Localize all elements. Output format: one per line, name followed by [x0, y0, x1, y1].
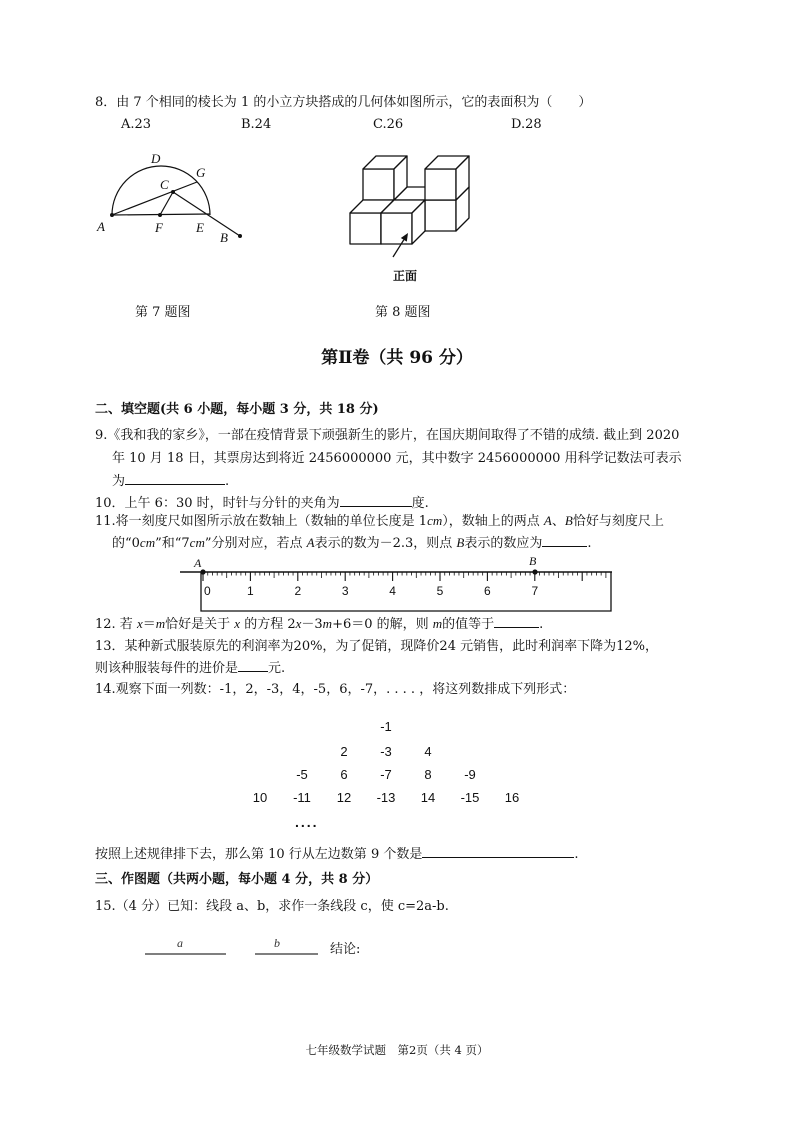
- ruler-number: 0: [204, 584, 211, 598]
- q9-answer-blank: [125, 473, 225, 485]
- triangle-number: -15: [460, 790, 480, 805]
- triangle-number: -13: [376, 790, 396, 805]
- q9-line-2: 年 10 月 18 日，其票房达到将近 2456000000 元，其中数字 2456000000 用科学记数法可表示: [112, 451, 682, 466]
- ruler-body: [201, 572, 611, 611]
- cube-front-face: [363, 169, 394, 200]
- var-a: A: [306, 535, 315, 550]
- label-b: B: [220, 230, 228, 245]
- q8-option-d: D.28: [511, 117, 542, 132]
- cube-stack: [350, 156, 469, 244]
- triangle-number: 4: [424, 744, 432, 759]
- triangle-number: -1: [380, 719, 392, 734]
- unit-cm: cm: [189, 535, 205, 550]
- cube-front-face: [381, 213, 412, 244]
- figure-7-semicircle: [94, 146, 254, 250]
- front-view-label: 正面: [393, 269, 418, 283]
- fig8-caption: 第 8 题图: [375, 305, 431, 320]
- q11-text: 、: [551, 514, 565, 529]
- triangle-number: -5: [296, 767, 308, 782]
- label-a: A: [97, 219, 105, 234]
- label-e: E: [196, 220, 204, 235]
- ruler-number: 3: [341, 584, 349, 598]
- axis-label-a: A: [194, 556, 202, 570]
- ruler-number: 1: [247, 584, 254, 598]
- section3-heading: 三、作图题（共两小题，每小题 4 分，共 8 分）: [95, 872, 379, 887]
- triangle-number: 16: [504, 790, 520, 805]
- page-footer: 七年级数学试题 第2页（共 4 页）: [305, 1043, 489, 1057]
- q13-unit: 元.: [268, 661, 286, 676]
- segment-b-label: b: [274, 936, 280, 950]
- segment-a-label: a: [177, 936, 183, 950]
- q11-text: ”和“7: [155, 536, 190, 551]
- q11-text: 表示的数应为: [464, 536, 543, 551]
- q12-text: +6＝0 的解，则: [332, 617, 433, 632]
- q12-text: 12. 若: [95, 617, 137, 632]
- point-a: [110, 213, 114, 217]
- q8-option-c: C.26: [373, 117, 404, 132]
- var-x: x: [136, 616, 143, 631]
- triangle-number: 2: [340, 744, 348, 759]
- ruler-number: 4: [389, 584, 396, 598]
- ruler-number: 2: [294, 584, 302, 598]
- q12-text: ＝: [142, 617, 156, 632]
- q11-text: 恰好与刻度尺上: [572, 514, 664, 529]
- unit-cube: [363, 156, 407, 200]
- cube-front-face: [350, 213, 381, 244]
- q14-answer-blank: [422, 846, 574, 858]
- q15-stem: 15.（4 分）已知：线段 a、b，求作一条线段 c，使 c=2a-b.: [95, 899, 449, 914]
- q14-text: 按照上述规律排下去，那么第 10 行从左边数第 9 个数是: [95, 847, 423, 862]
- ruler-ticks: [203, 572, 606, 581]
- q10-unit: 度.: [411, 496, 429, 511]
- q13-line-2: [95, 660, 285, 677]
- var-a: A: [543, 513, 552, 528]
- q11-text: 11.将一刻度尺如图所示放在数轴上（数轴的单位长度是 1: [95, 514, 428, 529]
- ruler-figure: [178, 552, 615, 616]
- q10-line: [95, 495, 429, 512]
- axis-label-b: B: [529, 554, 537, 568]
- q9-period: .: [225, 474, 230, 489]
- unit-cube: [425, 156, 469, 200]
- var-m: m: [432, 616, 443, 631]
- unit-cm: cm: [427, 513, 443, 528]
- section2-heading: 二、填空题(共 6 小题，每小题 3 分，共 18 分): [95, 402, 379, 417]
- q10-answer-blank: [340, 495, 412, 507]
- q11-answer-blank: [542, 535, 587, 547]
- q15-given-segments: [140, 932, 325, 960]
- part2-title: 第Ⅱ卷（共 96 分）: [321, 348, 473, 368]
- var-x: x: [295, 616, 302, 631]
- var-m: m: [155, 616, 166, 631]
- cube-front-face: [425, 169, 456, 200]
- q14-question: [95, 846, 578, 863]
- q9-text: 为: [112, 474, 126, 489]
- triangle-number: 6: [340, 767, 348, 782]
- unit-cm: cm: [139, 535, 156, 550]
- q11-line-1: [95, 513, 664, 530]
- q9-line-1: 9.《我和我的家乡》，一部在疫情背景下顽强新生的影片，在国庆期间取得了不错的成绩. 截止到 2020: [95, 428, 680, 443]
- q12-text: 的值等于: [442, 617, 495, 632]
- q13-line-1: 13．某种新式服装原先的利润率为20%，为了促销，现降价24 元销售，此时利润率下降为12%，: [95, 639, 659, 654]
- triangle-number: -7: [380, 767, 392, 782]
- q11-period: .: [587, 536, 592, 551]
- q12-line: [95, 616, 543, 633]
- point-f: [158, 213, 162, 217]
- ruler-numbers: [204, 584, 538, 598]
- ruler-number: 6: [484, 584, 491, 598]
- var-m: m: [322, 616, 333, 631]
- q11-text: ），数轴上的两点: [442, 514, 544, 529]
- q14-period: .: [574, 847, 579, 862]
- var-b: B: [456, 535, 465, 550]
- cube-front-face: [425, 200, 456, 231]
- triangle-number: 8: [424, 767, 432, 782]
- label-f: F: [155, 220, 163, 235]
- point-c: [171, 190, 175, 194]
- var-b: B: [564, 513, 573, 528]
- label-g: G: [196, 165, 206, 180]
- triangle-number: -11: [293, 790, 311, 805]
- axis-point-b: [532, 569, 537, 574]
- q11-text: 表示的数为－2.3，则点: [314, 536, 457, 551]
- var-x: x: [234, 616, 241, 631]
- q11-text: ”分别对应，若点: [204, 536, 307, 551]
- label-d: D: [151, 151, 161, 166]
- triangle-ellipsis: ....: [295, 814, 319, 830]
- q10-text: 10．上午 6：30 时，时针与分针的夹角为: [95, 496, 340, 511]
- q14-stem: 14.观察下面一列数：-1，2，-3，4，-5，6，-7，. . . . ，将这列数排成下列形式：: [95, 682, 576, 697]
- triangle-number: 14: [420, 790, 436, 805]
- conclusion-label: 结论:: [330, 942, 361, 957]
- q9-line-3: [112, 473, 229, 490]
- figure-8-cubes: [345, 150, 480, 285]
- triangle-number: -9: [464, 767, 476, 782]
- q8-option-b: B.24: [241, 117, 272, 132]
- segment-ag: [112, 182, 197, 215]
- label-c: C: [160, 177, 169, 192]
- q13-answer-blank: [238, 660, 268, 672]
- point-b: [238, 234, 242, 238]
- q12-period: .: [539, 617, 544, 632]
- q8-stem: 8．由 7 个相同的棱长为 1 的小立方块搭成的几何体如图所示，它的表面积为（ ）: [95, 95, 592, 110]
- q12-text: 的方程 2: [240, 617, 296, 632]
- q13-text: 则该种服装每件的进价是: [95, 661, 239, 676]
- q11-text: 的“0: [112, 536, 140, 551]
- axis-point-a: [200, 569, 205, 574]
- q11-line-2: [112, 535, 592, 552]
- q12-text: 恰好是关于: [165, 617, 235, 632]
- triangle-number: 10: [252, 790, 268, 805]
- ruler-number: 7: [531, 584, 539, 598]
- triangle-number: 12: [336, 790, 352, 805]
- fig7-caption: 第 7 题图: [135, 305, 191, 320]
- q12-text: －3: [301, 617, 323, 632]
- ruler-number: 5: [436, 584, 444, 598]
- q12-answer-blank: [494, 616, 539, 628]
- q8-option-a: A.23: [121, 117, 152, 132]
- triangle-number: -3: [380, 744, 392, 759]
